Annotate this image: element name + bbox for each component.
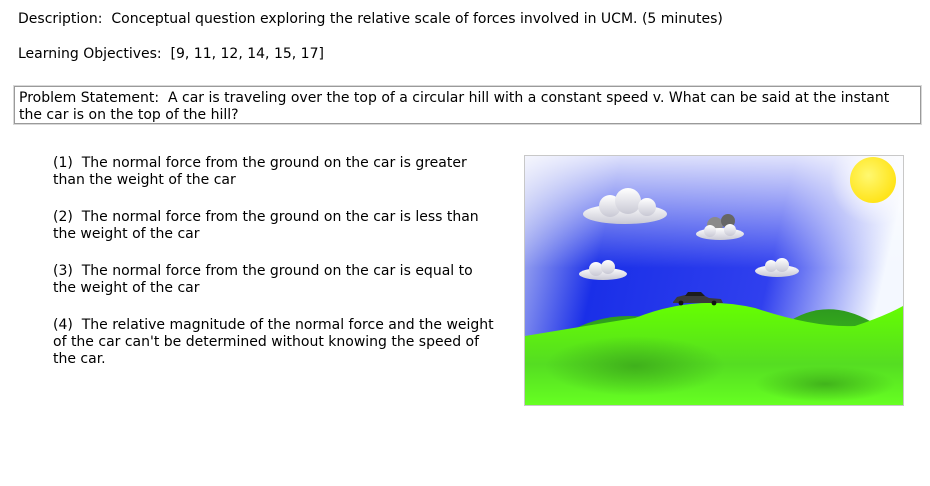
problem-statement-box: [14, 86, 921, 124]
illustration-svg: [525, 156, 903, 405]
option-3: [53, 263, 473, 297]
option-text-line: The normal force from the ground on the car is equal to: [81, 263, 473, 279]
problem-text: A car is traveling over the top of a circular hill with a constant speed v. What can be said at the instant the car is on the top of the hill?: [19, 90, 890, 123]
option-number: (2): [53, 209, 73, 225]
hill-shade: [755, 366, 895, 402]
option-text-line: The relative magnitude of the normal force and the weight: [81, 317, 494, 333]
hill-car-illustration: [524, 155, 904, 406]
description-label: Description:: [18, 11, 103, 27]
description-line: [18, 11, 723, 28]
option-text-line: the weight of the car: [53, 226, 200, 242]
option-number: (3): [53, 263, 73, 279]
learning-objectives-line: [18, 46, 324, 63]
problem-label: Problem Statement:: [19, 90, 160, 106]
option-number: (1): [53, 155, 73, 171]
objectives-label: Learning Objectives:: [18, 46, 162, 62]
option-text-line: the car.: [53, 351, 106, 367]
sun-icon: [850, 157, 896, 203]
option-text-line: The normal force from the ground on the car is greater: [81, 155, 467, 171]
description-text: Conceptual question exploring the relative scale of forces involved in UCM. (5 minutes): [111, 11, 723, 27]
option-4: [53, 317, 494, 368]
option-text-line: the weight of the car: [53, 280, 200, 296]
option-text-line: of the car can't be determined without knowing the speed of: [53, 334, 480, 350]
objectives-text: [9, 11, 12, 14, 15, 17]: [170, 46, 324, 62]
option-text-line: than the weight of the car: [53, 172, 236, 188]
option-1: [53, 155, 467, 189]
option-text-line: The normal force from the ground on the car is less than: [81, 209, 479, 225]
option-2: [53, 209, 479, 243]
hill-shade: [545, 336, 725, 396]
option-number: (4): [53, 317, 73, 333]
